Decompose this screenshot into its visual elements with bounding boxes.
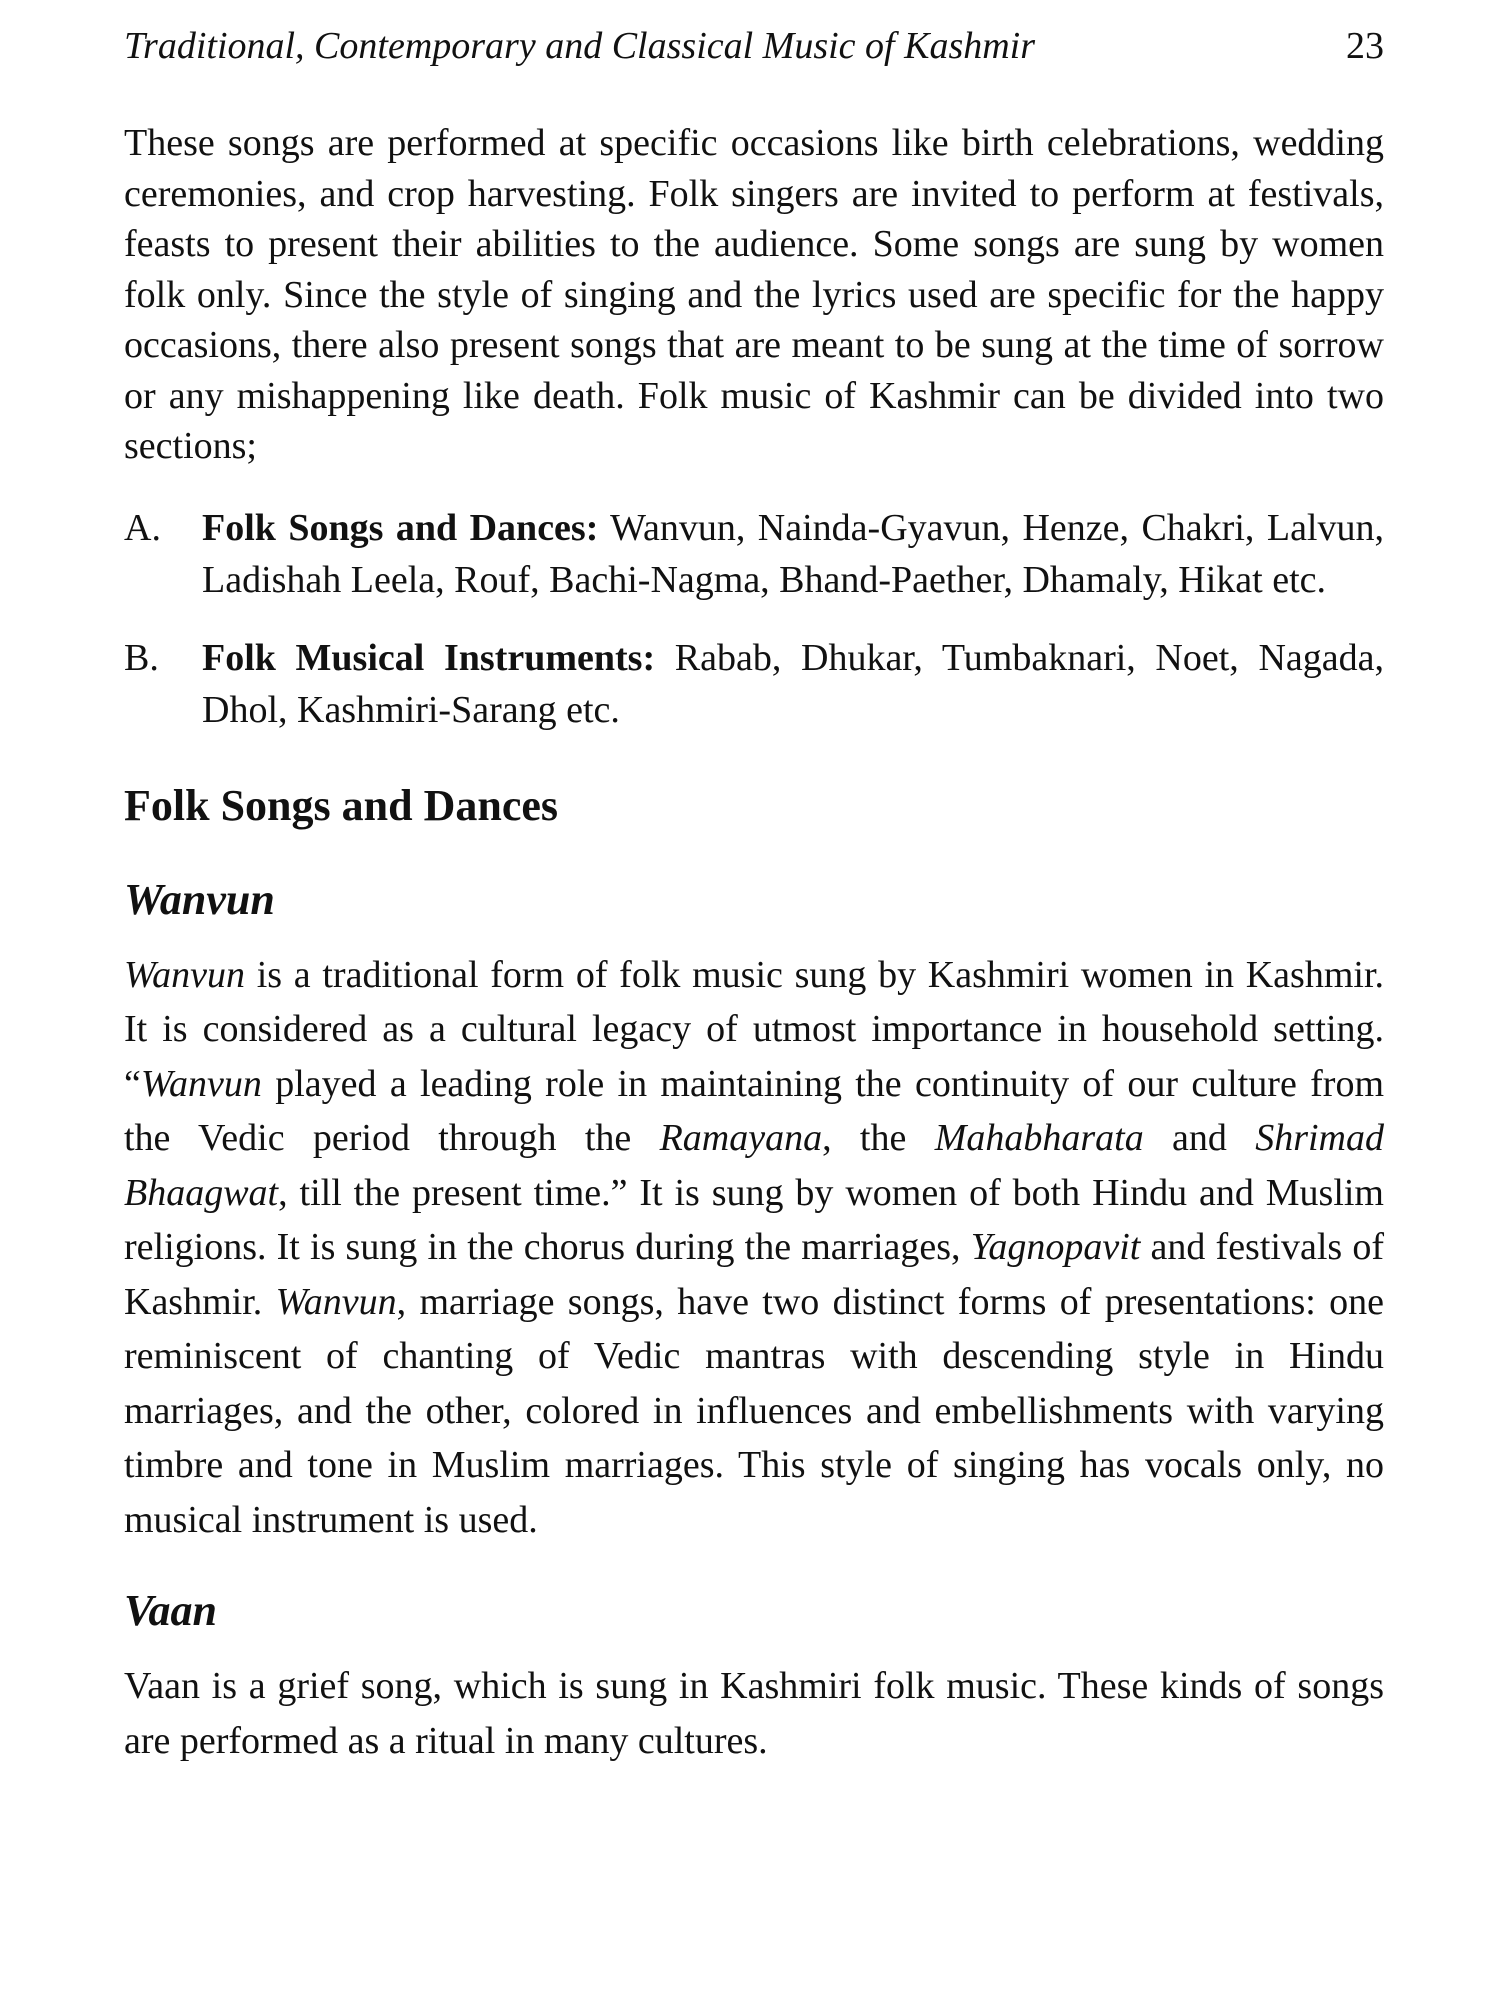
list-marker: A. — [124, 506, 161, 549]
vaan-paragraph: Vaan is a grief song, which is sung in Kashmiri folk music. These kinds of songs are performed as a ritual in many cultures. — [124, 1665, 1384, 1762]
folk-music-sections-list — [124, 502, 1384, 736]
text-run: played a leading role in maintaining the continuity of our culture from the Vedic period through the — [124, 1062, 1384, 1159]
running-header — [124, 18, 1384, 74]
term-wanvun: Wanvun — [275, 1280, 397, 1323]
list-marker: B. — [124, 636, 159, 679]
list-item — [124, 502, 1384, 606]
wanvun-heading: Wanvun — [124, 874, 275, 924]
term-yagnopavit: Yagnopavit — [970, 1226, 1141, 1268]
wanvun-paragraph — [124, 948, 1384, 1548]
list-text: Rabab, Dhukar, Tumbaknari, Noet, Nagada, Dhol, Kashmiri-Sarang etc. — [202, 636, 1384, 731]
page-number: 23 — [1346, 25, 1384, 67]
list-item — [124, 632, 1384, 736]
text-run: , till the present time.” It is sung by women of both Hindu and Muslim religions. It is sung in the chorus during the marriages, — [124, 1171, 1384, 1268]
list-term: Folk Musical Instruments: — [202, 636, 656, 679]
term-wanvun: Wanvun — [140, 1062, 262, 1105]
list-term: Folk Songs and Dances: — [202, 506, 599, 549]
term-shrimad-bhaagwat: Shrimad Bhaagwat — [124, 1117, 1384, 1214]
running-title: Traditional, Contemporary and Classical Music of Kashmir — [124, 25, 1036, 67]
term-mahabharata: Mahabharata — [934, 1117, 1144, 1159]
section-heading: Folk Songs and Dances — [124, 780, 559, 830]
text-run: and festivals of Kashmir. — [124, 1226, 1384, 1323]
text-run: , marriage songs, have two distinct forms of presentations: one reminiscent of chanting of Vedic mantras with descending style in Hindu marriages, and the other, colored in influences and embellishments with varying timbre and tone in Muslim marriages. This style of singing has vocals only, no musical instrument is used. — [124, 1280, 1384, 1541]
term-wanvun: Wanvun — [124, 953, 246, 996]
vaan-heading: Vaan — [124, 1586, 217, 1635]
text-run: , the — [822, 1117, 935, 1159]
text-run: is a traditional form of folk music sung by Kashmiri women in Kashmir. It is considered as a cultural legacy of utmost importance in household setting. “ — [124, 953, 1384, 1105]
term-ramayana: Ramayana — [659, 1117, 823, 1159]
intro-paragraph: These songs are performed at specific occasions like birth celebrations, wedding ceremonies, and crop harvesting. Folk singers are invited to perform at festivals, feasts to present their abilities to the audience. Some songs are sung by women folk only. Since the style of singing and the lyrics used are specific for the happy occasions, there also present songs that are meant to be sung at the time of sorrow or any mishappening like death. Folk music of Kashmir can be divided into two sections; — [124, 122, 1384, 467]
book-page — [124, 18, 1384, 1768]
text-run: and — [1143, 1117, 1256, 1159]
list-text: Wanvun, Nainda-Gyavun, Henze, Chakri, Lalvun, Ladishah Leela, Rouf, Bachi-Nagma, Bhand-Paether, Dhamaly, Hikat etc. — [202, 506, 1384, 601]
